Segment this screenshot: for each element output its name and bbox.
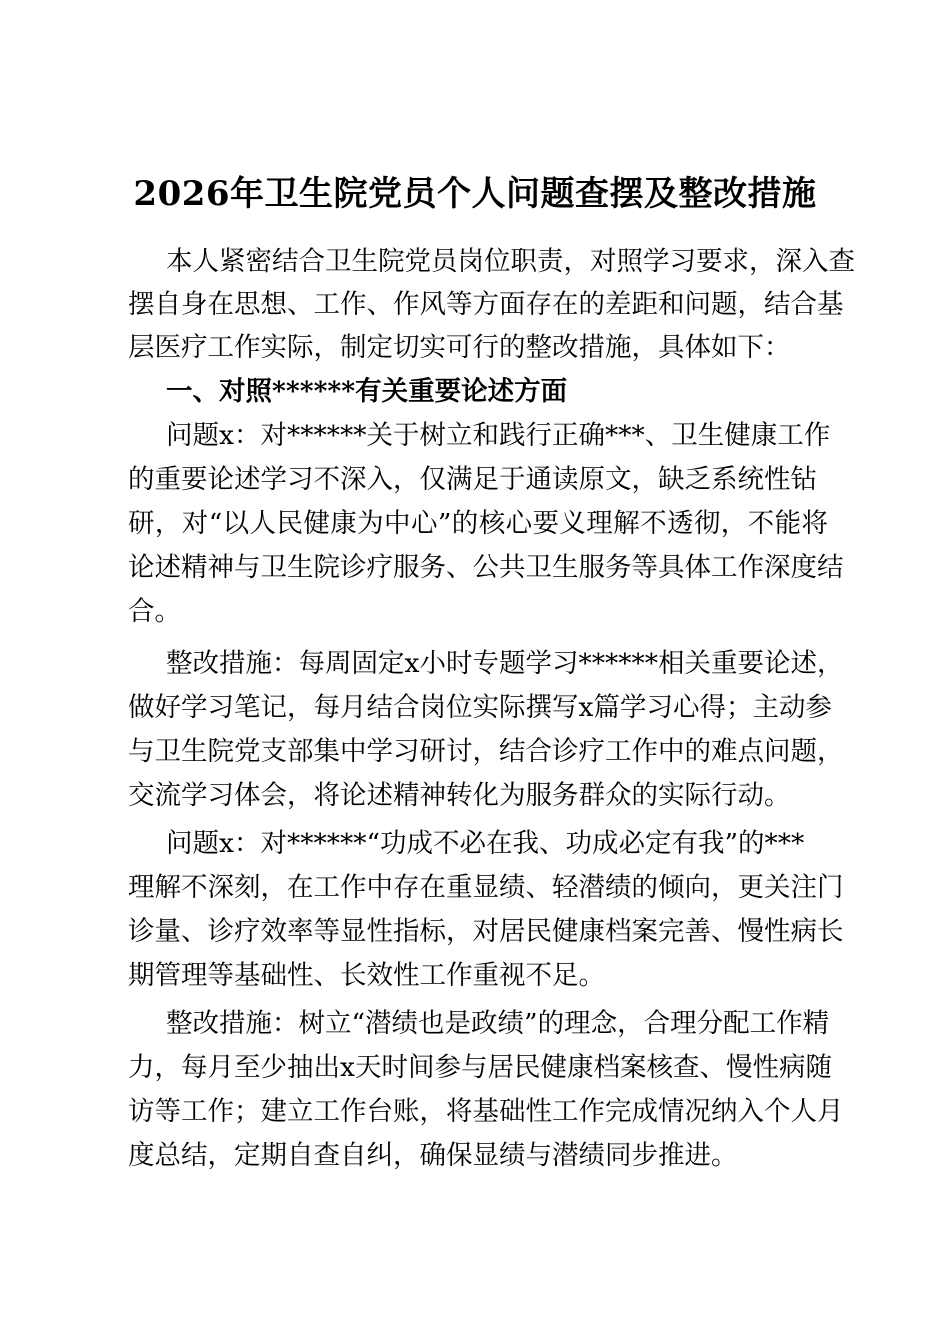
problem-2-line-2: 理解不深刻，在工作中存在重显绩、轻潜绩的倾向，更关注门 [128, 872, 844, 903]
measure-1-line-3: 与卫生院党支部集中学习研讨，结合诊疗工作中的难点问题， [128, 736, 844, 767]
document-title: 2026年卫生院党员个人问题查摆及整改措施 [133, 174, 817, 214]
measure-2-line-4: 度总结，定期自查自纠，确保显绩与潜绩同步推进。 [128, 1140, 738, 1171]
measure-2-line-2: 力，每月至少抽出x天时间参与居民健康档案核查、慢性病随 [128, 1052, 832, 1083]
problem-2-line-3: 诊量、诊疗效率等显性指标，对居民健康档案完善、慢性病长 [128, 916, 844, 947]
measure-2-line-1: 整改措施：树立“潜绩也是政绩”的理念，合理分配工作精 [166, 1008, 830, 1039]
intro-line-3: 层医疗工作实际，制定切实可行的整改措施，具体如下： [128, 332, 791, 363]
measure-1-line-1: 整改措施：每周固定x小时专题学习******相关重要论述， [166, 648, 844, 679]
problem-2-line-1: 问题x：对******“功成不必在我、功成必定有我”的*** [166, 828, 805, 859]
problem-1-line-2: 的重要论述学习不深入，仅满足于通读原文，缺乏系统性钻 [128, 464, 817, 495]
measure-1-line-4: 交流学习体会，将论述精神转化为服务群众的实际行动。 [128, 780, 791, 811]
intro-line-1: 本人紧密结合卫生院党员岗位职责，对照学习要求，深入查 [166, 246, 855, 277]
problem-1-line-4: 论述精神与卫生院诊疗服务、公共卫生服务等具体工作深度结 [128, 552, 844, 583]
problem-1-line-5: 合。 [128, 596, 181, 627]
section-heading-1: 一、对照******有关重要论述方面 [166, 376, 568, 407]
measure-1-line-2: 做好学习笔记，每月结合岗位实际撰写x篇学习心得；主动参 [128, 692, 832, 723]
measure-2-line-3: 访等工作；建立工作台账，将基础性工作完成情况纳入个人月 [128, 1096, 844, 1127]
problem-2-line-4: 期管理等基础性、长效性工作重视不足。 [128, 960, 605, 991]
problem-1-line-3: 研，对“以人民健康为中心”的核心要义理解不透彻，不能将 [128, 508, 828, 539]
intro-line-2: 摆自身在思想、工作、作风等方面存在的差距和问题，结合基 [128, 289, 844, 320]
problem-1-line-1: 问题x：对******关于树立和践行正确***、卫生健康工作 [166, 420, 831, 451]
